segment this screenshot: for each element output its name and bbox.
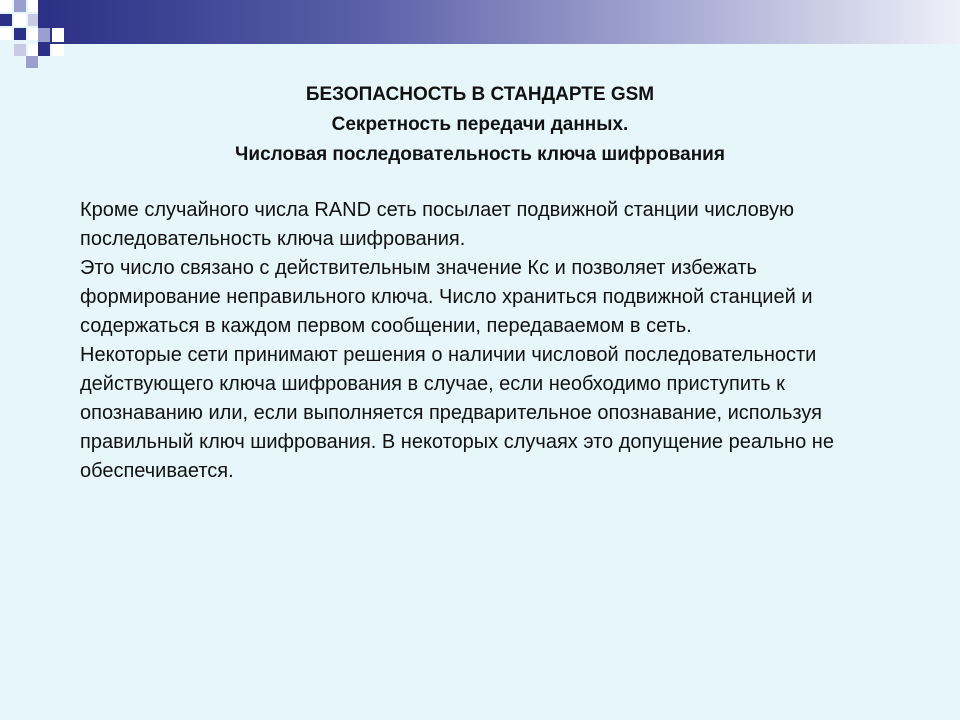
title-topic: Числовая последовательность ключа шифрования [235,144,725,165]
body-paragraph-2: Это число связано с действительным значение Кс и позволяет избежать формирование неправильного ключа. Число храниться подвижной станцией и содержаться в каждом первом сообщении, передаваемом в сеть. [80,257,813,337]
slide-title [0,80,960,170]
header-gradient-bar [38,0,960,44]
body-paragraph-1: Кроме случайного числа RAND сеть посылает подвижной станции числовую последовательность ключа шифрования. [80,199,794,250]
body-paragraph-3: Некоторые сети принимают решения о наличии числовой последовательности действующего ключа шифрования в случае, если необходимо приступить к опознаванию или, если выполняется предварительное опознавание, используя правильный ключ шифрования. В некоторых случаях это допущение реально не обеспечивается. [80,344,834,482]
title-main: БЕЗОПАСНОСТЬ В СТАНДАРТЕ GSM [305,84,655,105]
slide-body [80,196,900,486]
title-subtitle: Секретность передачи данных. [331,114,629,135]
